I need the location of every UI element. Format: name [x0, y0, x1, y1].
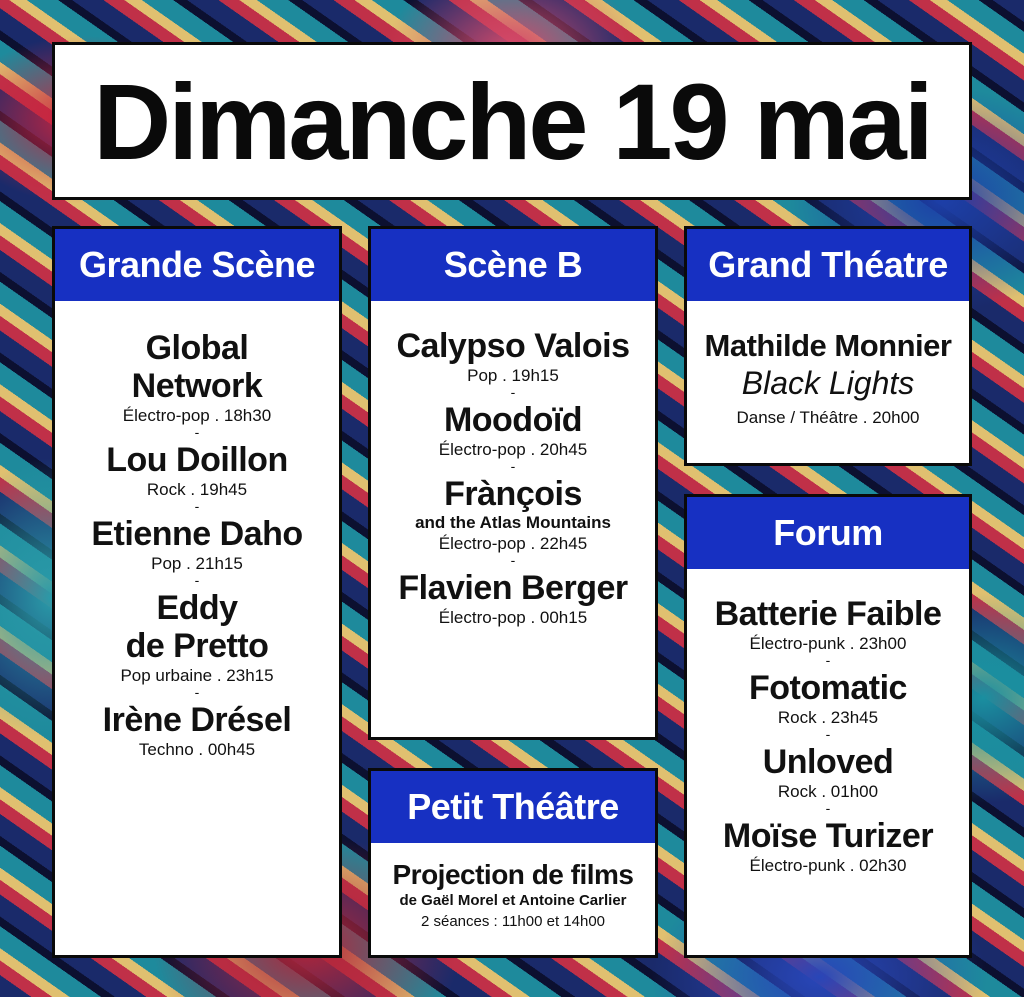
petit-theatre-panel [368, 768, 658, 958]
act-meta: Pop urbaine . 23h15 [120, 666, 274, 685]
act-name: Moïse Turizer [722, 817, 934, 855]
act-name: Eddy [156, 589, 238, 627]
act-name: Network [131, 367, 263, 405]
act-batterie-faible [687, 595, 969, 655]
act-irene-dresel [55, 701, 339, 761]
act-meta: Électro-pop . 18h30 [122, 406, 272, 425]
act-etienne-daho [55, 515, 339, 575]
act-meta: Électro-punk . 02h30 [749, 856, 907, 875]
event-subtitle: de Gaël Morel et Antoine Carlier [399, 892, 627, 909]
act-moise-turizer [687, 817, 969, 877]
event-name: Projection de films [392, 859, 634, 890]
grand-theatre-panel [684, 226, 972, 466]
scene-b-panel [368, 226, 658, 740]
act-name: Fotomatic [749, 669, 907, 707]
act-flavien-berger [371, 569, 655, 629]
act-global-network [55, 329, 339, 427]
separator: - [825, 726, 831, 742]
act-meta: Électro-pop . 20h45 [438, 440, 588, 459]
act-meta: Rock . 01h00 [777, 782, 879, 801]
act-calypso-valois [371, 327, 655, 387]
grande-scene-panel [52, 226, 342, 958]
separator: - [510, 552, 516, 568]
separator: - [194, 572, 200, 588]
act-meta: Techno . 00h45 [138, 740, 256, 759]
act-subtitle: and the Atlas Mountains [415, 513, 611, 532]
act-meta: Électro-pop . 22h45 [438, 534, 588, 553]
act-meta: Rock . 23h45 [777, 708, 879, 727]
event-meta: 2 séances : 11h00 et 14h00 [420, 913, 606, 930]
event-work-title: Black Lights [741, 365, 915, 401]
act-name: Unloved [762, 743, 894, 781]
act-meta: Pop . 19h15 [467, 366, 559, 385]
act-meta: Pop . 21h15 [151, 554, 243, 573]
act-name: Global [145, 329, 249, 367]
scene-b-header: Scène B [371, 229, 655, 301]
act-name: Calypso Valois [396, 327, 630, 365]
act-name: de Pretto [125, 627, 269, 665]
page-title: Dimanche 19 mai [93, 60, 931, 182]
act-meta: Électro-punk . 23h00 [749, 634, 907, 653]
act-eddy-de-pretto [55, 589, 339, 687]
act-name: Frànçois [444, 475, 582, 513]
grande-scene-header: Grande Scène [55, 229, 339, 301]
act-name: Lou Doillon [106, 441, 288, 479]
forum-header: Forum [687, 497, 969, 569]
act-lou-doillon [55, 441, 339, 501]
act-fotomatic [687, 669, 969, 729]
separator: - [194, 684, 200, 700]
separator: - [825, 652, 831, 668]
act-unloved [687, 743, 969, 803]
act-moodoid [371, 401, 655, 461]
petit-theatre-header: Petit Théâtre [371, 771, 655, 843]
act-name: Moodoïd [443, 401, 583, 439]
act-francois [371, 475, 655, 555]
separator: - [825, 800, 831, 816]
separator: - [510, 458, 516, 474]
title-banner [52, 42, 972, 200]
event-name: Mathilde Monnier [704, 328, 952, 363]
act-name: Batterie Faible [714, 595, 942, 633]
forum-panel [684, 494, 972, 958]
grand-theatre-header: Grand Théatre [687, 229, 969, 301]
event-meta: Danse / Théâtre . 20h00 [736, 408, 920, 427]
act-meta: Rock . 19h45 [146, 480, 248, 499]
act-name: Flavien Berger [398, 569, 628, 607]
act-name: Irène Drésel [102, 701, 292, 739]
separator: - [194, 424, 200, 440]
separator: - [510, 384, 516, 400]
act-meta: Électro-pop . 00h15 [438, 608, 588, 627]
separator: - [194, 498, 200, 514]
act-name: Etienne Daho [91, 515, 303, 553]
